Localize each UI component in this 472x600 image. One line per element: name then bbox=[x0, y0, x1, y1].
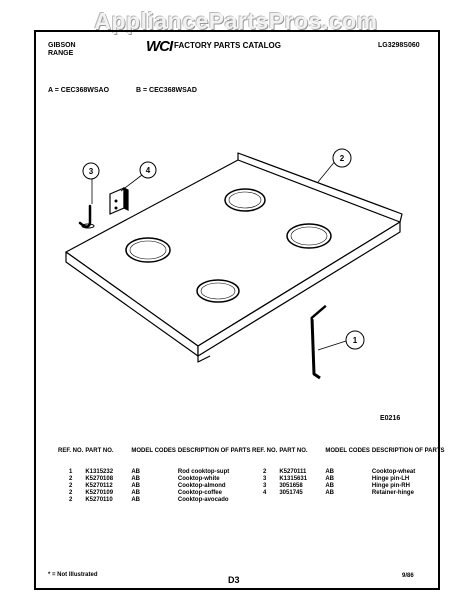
model-b-label: B = CEC368WSAD bbox=[136, 87, 197, 94]
ref-no: 2 bbox=[69, 483, 73, 489]
catalog-date: 9/86 bbox=[402, 573, 414, 579]
table-row bbox=[58, 483, 252, 490]
table-row bbox=[252, 490, 446, 497]
ref-no: 1 bbox=[69, 469, 73, 475]
callout-label-3: 3 bbox=[88, 167, 94, 176]
table-header-row bbox=[58, 448, 252, 469]
col-header-part: PART NO. bbox=[85, 448, 114, 454]
col-header-desc: DESCRIPTION OF PARTS bbox=[177, 448, 251, 454]
part-description: Cooktop-avocado bbox=[177, 497, 229, 503]
cooktop-support-rod bbox=[312, 306, 326, 378]
ref-no: 2 bbox=[263, 469, 267, 475]
callout-label-4: 4 bbox=[145, 166, 151, 175]
table-row bbox=[58, 497, 252, 504]
product-type: RANGE bbox=[48, 50, 74, 57]
part-no: K5270112 bbox=[85, 483, 113, 489]
model-code: AB bbox=[131, 490, 141, 496]
parts-table-right bbox=[252, 448, 446, 497]
ref-no: 2 bbox=[69, 490, 73, 496]
part-description: Cooktop-wheat bbox=[371, 469, 416, 475]
part-no: 3051658 bbox=[279, 483, 303, 489]
model-code: AB bbox=[325, 483, 335, 489]
burner-opening-rear-right bbox=[287, 224, 331, 248]
table-row bbox=[252, 476, 446, 483]
part-no: K1315631 bbox=[279, 476, 308, 482]
model-code: AB bbox=[131, 476, 141, 482]
part-no: K1315232 bbox=[85, 469, 114, 475]
parts-table-left bbox=[58, 448, 252, 504]
not-illustrated-note: * = Not Illustrated bbox=[48, 572, 98, 578]
ref-no: 3 bbox=[263, 483, 267, 489]
part-description: Rod cooktop-supt bbox=[177, 469, 230, 475]
wci-logo: WCI bbox=[146, 38, 173, 55]
diagram-reference-code: E0216 bbox=[380, 415, 401, 422]
model-code: AB bbox=[325, 476, 335, 482]
col-header-model: MODEL CODES bbox=[325, 448, 370, 454]
model-code: AB bbox=[325, 469, 335, 475]
col-header-model: MODEL CODES bbox=[131, 448, 176, 454]
model-code: AB bbox=[131, 483, 141, 489]
table-row bbox=[252, 483, 446, 490]
catalog-number: LG3298S060 bbox=[378, 42, 420, 49]
callout-leader-1 bbox=[318, 341, 346, 350]
cooktop-front-return bbox=[198, 356, 210, 362]
brand-name: GIBSON bbox=[48, 42, 76, 49]
callout-label-2: 2 bbox=[339, 154, 345, 163]
table-row bbox=[58, 469, 252, 476]
part-description: Hinge pin-RH bbox=[371, 483, 410, 489]
model-a-label: A = CEC368WSAO bbox=[48, 87, 110, 94]
model-code: AB bbox=[131, 469, 141, 475]
table-row bbox=[58, 476, 252, 483]
watermark: AppliancePartsPros.com bbox=[94, 8, 378, 34]
table-row bbox=[58, 490, 252, 497]
retainer-hinge-part bbox=[110, 188, 128, 214]
burner-opening-front-left bbox=[126, 238, 170, 262]
part-description: Hinge pin-LH bbox=[371, 476, 410, 482]
catalog-title: FACTORY PARTS CATALOG bbox=[174, 41, 281, 50]
part-description: Cooktop-almond bbox=[177, 483, 226, 489]
callout-leader-4 bbox=[121, 175, 142, 191]
model-code: AB bbox=[131, 497, 141, 503]
ref-no: 3 bbox=[263, 476, 267, 482]
col-header-ref: REF. NO. bbox=[252, 448, 278, 454]
part-no: K5270108 bbox=[85, 476, 114, 482]
col-header-ref: REF. NO. bbox=[58, 448, 84, 454]
col-header-desc: DESCRIPTION OF PARTS bbox=[371, 448, 445, 454]
part-description: Retainer-hinge bbox=[371, 490, 414, 496]
ref-no: 4 bbox=[263, 490, 267, 496]
page-number: D3 bbox=[228, 575, 240, 585]
part-no: K5270109 bbox=[85, 490, 114, 496]
part-no: 3051745 bbox=[279, 490, 303, 496]
hinge-pin-part bbox=[80, 206, 90, 227]
model-code: AB bbox=[325, 490, 335, 496]
part-no: K5270111 bbox=[279, 469, 307, 475]
ref-no: 2 bbox=[69, 476, 73, 482]
table-header-row bbox=[252, 448, 446, 469]
part-description: Cooktop-white bbox=[177, 476, 220, 482]
callout-label-1: 1 bbox=[352, 336, 358, 345]
col-header-part: PART NO. bbox=[279, 448, 308, 454]
table-row bbox=[252, 469, 446, 476]
ref-no: 2 bbox=[69, 497, 73, 503]
callout-leader-2 bbox=[318, 160, 336, 182]
part-description: Cooktop-coffee bbox=[177, 490, 222, 496]
part-no: K5270110 bbox=[85, 497, 113, 503]
